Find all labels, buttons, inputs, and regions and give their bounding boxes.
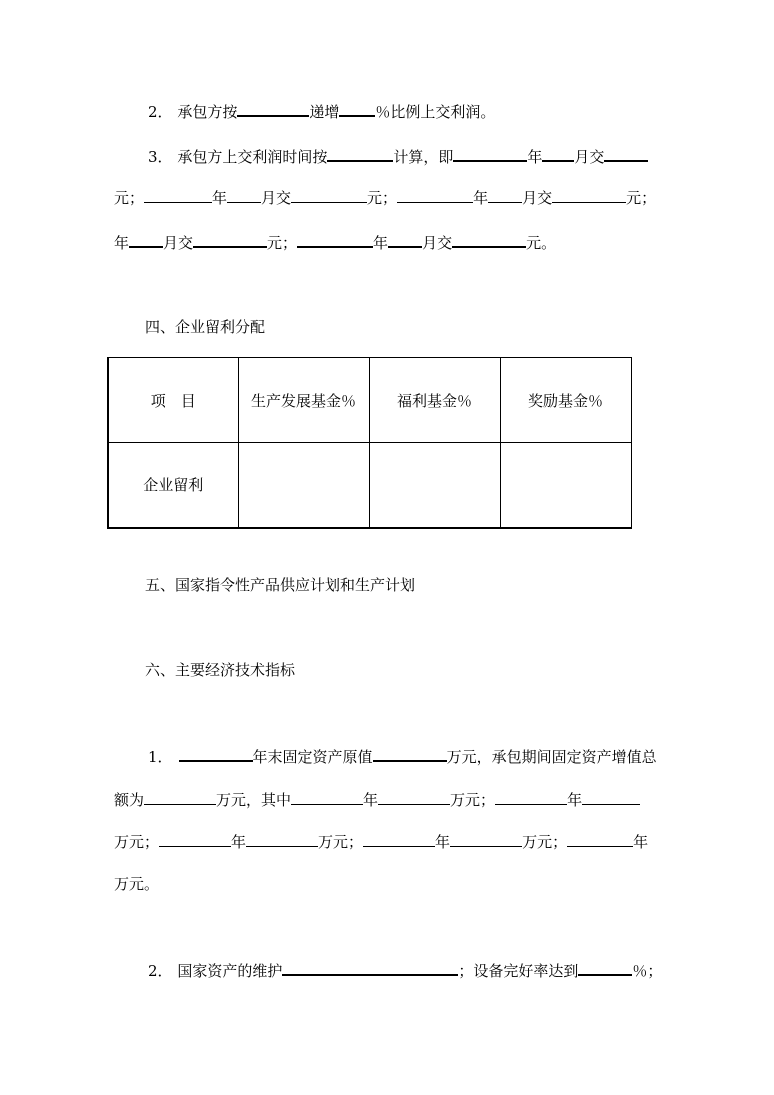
item-3-3-line3 <box>114 230 556 254</box>
table-cell[interactable] <box>369 443 500 528</box>
text: 万元，其中 <box>216 791 292 809</box>
text: 元。 <box>526 234 557 252</box>
item-number: 1． <box>148 748 173 766</box>
table-header: 福利基金％ <box>369 358 500 443</box>
text: ％比例上交利润。 <box>375 103 496 121</box>
blank-field[interactable] <box>378 788 450 805</box>
blank-field[interactable] <box>542 144 574 162</box>
text: 元； <box>367 189 398 207</box>
item-6-2 <box>148 958 662 982</box>
text: 月交 <box>261 189 292 207</box>
blank-field[interactable] <box>291 186 367 203</box>
text: 年 <box>435 833 451 851</box>
text: 年 <box>527 148 543 166</box>
item-6-1-line3 <box>114 830 648 853</box>
blank-field[interactable] <box>567 830 633 847</box>
text: 元； <box>267 234 298 252</box>
blank-field[interactable] <box>388 230 422 248</box>
section-heading-6: 六、主要经济技术指标 <box>145 661 296 679</box>
blank-field[interactable] <box>297 230 373 248</box>
text: 年 <box>114 234 130 252</box>
text: 年末固定资产原值 <box>252 748 373 766</box>
text: 年 <box>633 833 649 851</box>
text: 月交 <box>574 148 605 166</box>
text: 承包方按 <box>177 103 238 121</box>
text: 年 <box>212 189 228 207</box>
text: 年 <box>363 791 379 809</box>
blank-field[interactable] <box>552 186 626 203</box>
item-6-1-line4 <box>114 873 159 895</box>
table-cell[interactable] <box>500 443 631 528</box>
item-3-2 <box>148 99 495 123</box>
text: 万元； <box>522 833 568 851</box>
blank-field[interactable] <box>159 830 231 847</box>
item-6-1-line2 <box>114 788 640 811</box>
text: 万元； <box>114 833 160 851</box>
text: 万元； <box>318 833 364 851</box>
table-cell[interactable] <box>238 443 369 528</box>
blank-field[interactable] <box>291 788 363 805</box>
blank-field[interactable] <box>450 830 522 847</box>
blank-field[interactable] <box>488 186 522 203</box>
section-heading-4: 四、企业留利分配 <box>145 318 266 336</box>
item-3-3 <box>148 144 648 168</box>
blank-field[interactable] <box>327 144 393 162</box>
text: ％； <box>632 962 663 980</box>
item-number: 3． <box>148 148 173 166</box>
text: 年 <box>373 234 389 252</box>
retained-profit-table <box>107 357 632 529</box>
item-3-3-line2 <box>114 186 656 209</box>
text: 万元。 <box>114 875 160 893</box>
table-header: 项 目 <box>108 358 238 443</box>
blank-field[interactable] <box>453 144 527 162</box>
section-heading-5: 五、国家指令性产品供应计划和生产计划 <box>145 576 416 594</box>
blank-field[interactable] <box>193 230 267 248</box>
blank-field[interactable] <box>495 788 567 805</box>
text: 承包方上交利润时间按 <box>177 148 328 166</box>
blank-field[interactable] <box>373 744 447 762</box>
blank-field[interactable] <box>179 744 253 762</box>
text: 万元； <box>450 791 496 809</box>
blank-field[interactable] <box>397 186 473 203</box>
text: 计算，即 <box>393 148 454 166</box>
blank-field[interactable] <box>227 186 261 203</box>
text: 额为 <box>114 791 145 809</box>
blank-field[interactable] <box>246 830 318 847</box>
blank-field[interactable] <box>578 958 632 976</box>
text: 万元，承包期间固定资产增值总 <box>446 748 657 766</box>
blank-field[interactable] <box>144 186 212 203</box>
text: 元； <box>626 189 657 207</box>
blank-field[interactable] <box>129 230 163 248</box>
text: 元； <box>114 189 145 207</box>
text: 递增 <box>309 103 340 121</box>
text: 国家资产的维护 <box>177 962 283 980</box>
text: 年 <box>231 833 247 851</box>
blank-field[interactable] <box>604 144 648 162</box>
blank-field[interactable] <box>363 830 435 847</box>
text: 年 <box>567 791 583 809</box>
table-header: 奖励基金％ <box>500 358 631 443</box>
text: ；设备完好率达到 <box>458 962 579 980</box>
blank-field[interactable] <box>144 788 216 805</box>
blank-field[interactable] <box>582 788 640 805</box>
blank-field[interactable] <box>282 958 458 976</box>
item-6-1 <box>148 744 657 768</box>
blank-field[interactable] <box>339 99 375 117</box>
text: 月交 <box>522 189 553 207</box>
table-row-label: 企业留利 <box>108 443 238 528</box>
blank-field[interactable] <box>452 230 526 248</box>
text: 月交 <box>163 234 194 252</box>
table-header: 生产发展基金％ <box>238 358 369 443</box>
text: 年 <box>473 189 489 207</box>
item-number: 2． <box>148 962 173 980</box>
blank-field[interactable] <box>237 99 309 117</box>
text: 月交 <box>422 234 453 252</box>
item-number: 2． <box>148 103 173 121</box>
